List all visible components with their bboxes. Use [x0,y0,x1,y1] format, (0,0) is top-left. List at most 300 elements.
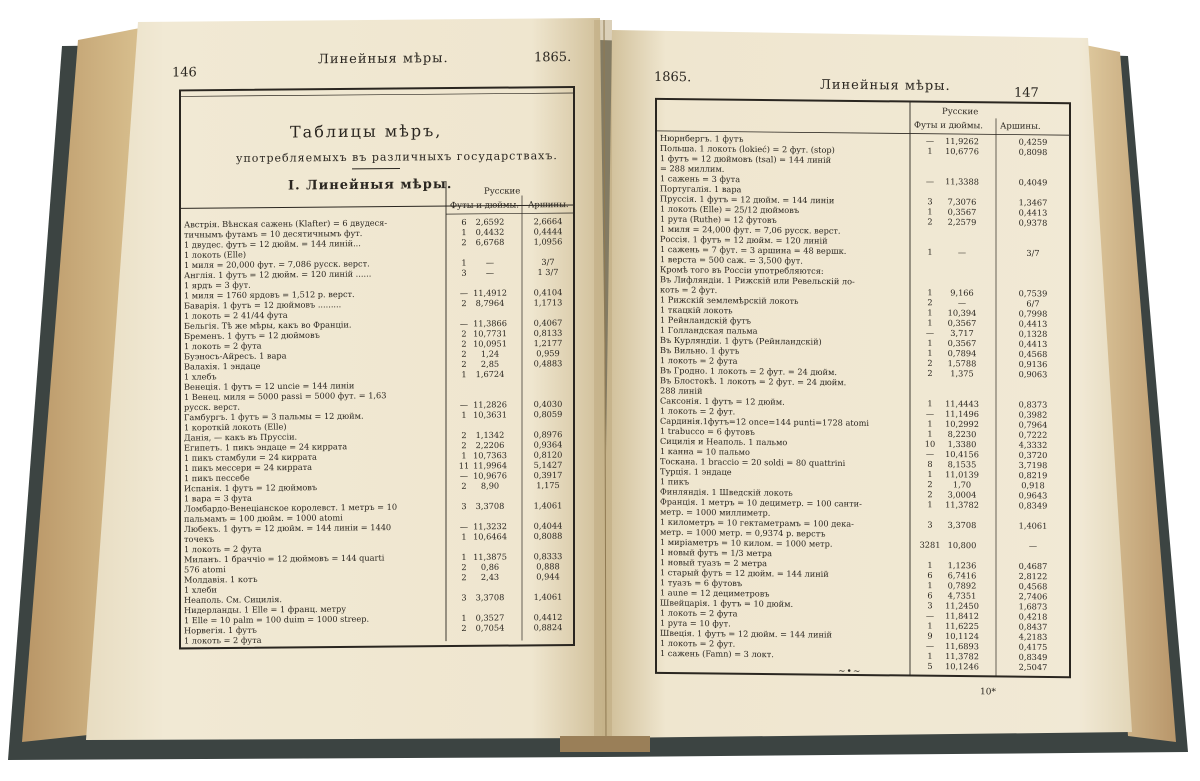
right-row-49-a: 9 [927,630,933,641]
left-row-20-text: 1 короткій локоть (Elle) [184,421,287,433]
left-row-12-text: 1 локоть = 2 фута [184,340,262,352]
left-row-19-a: 1 [461,409,467,420]
right-row-6-text: Пруссія. 1 футъ = 12 дюйм. = 144 линіи [660,193,835,206]
right-row-20-f: 0,3567 [947,337,977,349]
left-row-36-text: 1 хлеби [184,584,217,595]
right-row-31-r: 0,3720 [1018,449,1048,461]
right-row-47-text: 1 локоть = 2 фута [660,607,738,619]
left-row-9-text: 1 локоть = 2 41/44 фута [184,309,288,321]
right-row-31-text: 1 канна = 10 пальмо [660,446,750,457]
left-row-7-text: 1 миля = 1760 ярдовъ = 1,512 р. верст. [184,288,355,301]
right-row-32-f: 8,1535 [947,459,977,470]
left-row-30-text: Любекъ. 1 футъ = 12 дюйм. = 144 линіи = 1440 [184,522,392,534]
left-row-35-a: 2 [461,572,467,583]
right-row-44-text: 1 туазъ = 6 футовъ [660,577,743,589]
left-row-40-text: Норвегія. 1 футъ [184,624,257,636]
right-row-16-r: 6/7 [1026,298,1040,309]
right-row-40-a: 3281 [919,539,941,550]
left-row-6-text: 1 ярдъ = 3 фут. [184,279,251,291]
left-row-5-r: 1 3/7 [537,266,559,278]
right-row-11-text: 1 сажень = 7 фут. = 3 аршина = 48 вершк. [660,244,847,256]
left-col-a-header: Футы и дюймы. [450,200,519,212]
left-row-22-a: 2 [461,440,467,451]
left-running-head: Линейныя мѣры. [318,51,449,68]
left-row-39-f: 0,3527 [475,612,505,623]
right-row-1-f: 10,6776 [945,145,979,157]
left-row-14-r: 0,4883 [533,358,563,369]
left-row-8-f: 8,7964 [475,297,505,309]
left-row-39-r: 0,4412 [533,611,563,623]
right-row-32-a: 8 [927,458,933,469]
right-row-10-text: Россія. 1 футъ = 12 дюйм. = 120 линій [660,233,828,246]
left-row-0-r: 2,6664 [533,216,563,227]
right-row-51-f: 11,3782 [945,650,979,662]
left-row-40-r: 0,8824 [533,622,563,633]
spine-bottom [560,736,650,752]
right-row-46-f: 11,2450 [945,600,979,611]
section-heading: I. Линейныя мѣры. [288,177,453,194]
right-row-7-r: 0,4413 [1018,207,1048,218]
left-col-b-header: Аршины. [528,200,569,211]
right-row-8-f: 2,2579 [947,216,977,228]
left-row-7-r: 0,4104 [533,287,563,298]
left-year: 1865. [534,50,572,66]
right-row-32-text: Тоскана. 1 braccio = 20 soldi = 80 quattrini [660,456,846,469]
right-row-43-a: 6 [927,570,933,581]
left-row-7-f: 11,4912 [473,287,507,298]
right-row-27-a: — [925,408,935,419]
right-row-6-a: 3 [927,196,933,207]
right-row-29-f: 8,2230 [947,428,977,440]
right-row-46-a: 3 [927,600,933,611]
right-row-44-f: 0,7892 [947,580,977,591]
right-row-49-r: 4,2183 [1018,631,1048,642]
left-row-33-a: 1 [461,551,467,562]
left-row-15-f: 1,6724 [475,368,505,380]
left-row-23-f: 10,7363 [473,450,507,461]
right-row-26-f: 11,4443 [945,398,979,409]
right-row-35-f: 3,0004 [947,489,977,500]
right-row-11-r: 3/7 [1026,247,1040,258]
left-row-24-f: 11,9964 [473,460,507,471]
left-row-23-a: 1 [461,450,467,461]
right-row-21-f: 0,7894 [947,348,977,359]
left-row-19-r: 0,8059 [533,408,563,420]
left-row-30-f: 11,3232 [473,521,507,532]
left-row-4-f: — [485,257,495,268]
right-row-36-f: 11,3782 [945,499,979,510]
left-row-10-f: 11,3866 [473,318,507,329]
left-table-subtitle: употребляемыхъ въ различныхъ государствахъ. [236,149,558,165]
left-row-5-f: — [485,267,495,278]
left-row-5-text: Англія. 1 футъ = 12 дюйм. = 120 линій ...... [184,268,372,281]
right-row-24-text: Въ Блостокѣ. 1 локоть = 2 фут. = 24 дюйм. [660,375,847,388]
right-row-4-r: 0,4049 [1018,177,1048,188]
left-row-33-text: Миланъ. 1 браччіо = 12 дюймовъ = 144 quarti [184,552,385,565]
right-row-17-a: 1 [927,307,933,318]
end-ornament: ~•~ [838,666,862,678]
left-row-30-a: — [459,521,469,532]
right-row-34-r: 0,918 [1021,480,1045,491]
right-row-45-f: 4,7351 [947,590,977,601]
left-row-26-f: 8,90 [480,480,500,491]
right-row-42-a: 1 [927,559,933,570]
right-row-36-r: 0,8349 [1018,500,1048,511]
right-row-35-r: 0,9643 [1018,490,1048,501]
left-row-17-text: 1 Венец. миля = 5000 passi = 5000 фут. = 1,63 [184,390,387,402]
right-row-29-text: 1 trabucco = 6 футовъ [660,425,755,437]
right-row-3-text: = 288 миллим. [660,163,725,174]
left-row-32-text: 1 локоть = 2 фута [184,543,262,555]
right-row-43-r: 2,8122 [1018,570,1048,582]
right-row-18-a: 1 [927,317,933,328]
right-row-5-text: Португалія. 1 вара [660,183,742,195]
right-row-48-r: 0,8437 [1018,621,1048,632]
left-row-26-text: Испанія. 1 футъ = 12 дюймовъ [184,482,318,494]
right-row-30-r: 4,3332 [1018,439,1048,450]
left-row-11-text: Бременъ. 1 футъ = 12 дюймовъ [184,329,320,342]
left-row-26-r: 1,175 [536,480,560,491]
right-row-36-text: Франція. 1 метръ = 10 дециметр. = 100 санти- [660,496,862,509]
right-row-52-a: 5 [927,660,933,671]
right-row-0-a: — [925,135,935,146]
left-row-1-a: 1 [461,227,467,238]
right-row-47-a: — [925,610,935,621]
left-row-18-text: русск. верст. [184,401,240,413]
right-row-44-r: 0,4568 [1018,581,1048,592]
left-row-34-a: 2 [461,562,467,573]
right-row-22-text: 1 локоть = 2 фута [660,355,738,366]
right-row-20-a: 1 [927,337,933,348]
right-row-4-text: 1 сажень = 3 фута [660,173,741,185]
right-row-1-text: Польша. 1 локоть (lokieć) = 2 фут. (stop) [660,143,835,155]
left-row-10-text: Бельгія. Тѣ же мѣры, какъ во Франціи. [184,319,352,331]
right-row-12-text: 1 верста = 500 саж. = 3,500 фут. [660,254,803,266]
left-row-25-a: — [459,470,469,481]
left-row-31-a: 1 [461,531,467,542]
right-row-35-text: Финляндія. 1 Шведскій локоть [660,486,793,498]
right-row-43-text: 1 старый футъ = 12 дюйм. = 144 линій [660,567,829,579]
left-row-2-text: 1 двудес. футъ = 12 дюйм. = 144 линій... [184,238,361,250]
right-row-1-r: 0,8098 [1018,146,1048,158]
right-row-34-text: 1 пикъ [660,476,690,487]
left-row-33-f: 11,3875 [473,551,507,562]
right-row-50-a: — [925,640,935,651]
right-row-47-f: 11,8412 [945,610,979,621]
left-row-22-f: 2,2206 [475,439,505,451]
left-row-39-text: 1 Elle = 10 palm = 100 duim = 1000 streep. [184,613,370,626]
right-row-18-r: 0,4413 [1018,318,1048,329]
right-row-22-f: 1,5788 [947,358,977,369]
right-row-19-f: 3,717 [950,327,974,339]
left-table-title: Таблицы мѣръ, [290,121,443,142]
right-row-33-r: 0,8219 [1018,469,1048,481]
left-row-40-a: 2 [461,622,467,633]
right-row-29-r: 0,7222 [1018,429,1048,440]
left-row-28-text: Ломбардо-Венеціанское королевст. 1 метръ = 10 [184,501,398,514]
right-row-35-a: 2 [927,489,933,500]
right-row-1-a: 1 [927,145,933,156]
left-row-14-f: 2,85 [480,358,500,369]
right-row-33-a: 1 [927,469,933,480]
left-row-37-text: Неаполь. См. Сицилія. [184,594,282,605]
left-row-34-text: 576 atomi [184,564,226,575]
right-row-33-text: Турція. 1 эндаце [660,466,732,477]
right-row-11-a: 1 [927,246,933,257]
left-row-28-f: 3,3708 [475,500,505,512]
right-row-7-a: 1 [927,206,933,217]
left-row-37-a: 3 [461,592,467,603]
right-row-26-text: Саксонія. 1 футъ = 12 дюйм. [660,395,785,407]
right-row-16-a: 2 [927,297,933,308]
left-row-24-a: 11 [458,460,470,471]
right-row-17-f: 10,394 [947,307,977,318]
left-row-0-f: 2,6592 [475,216,505,227]
right-row-38-text: 1 километръ = 10 гектаметрамъ = 100 дека- [660,516,854,529]
right-row-0-f: 11,9262 [945,135,979,147]
right-row-9-text: 1 миля = 24,000 фут. = 7,06 русск. верст. [660,223,841,236]
left-row-15-a: 1 [461,369,467,380]
right-row-23-a: 2 [927,368,933,379]
right-row-16-f: — [957,297,967,308]
right-row-33-f: 11,0139 [945,469,979,480]
right-row-28-r: 0,7964 [1018,419,1048,430]
right-row-38-r: 1,4061 [1018,520,1048,531]
right-row-15-f: 9,166 [950,287,974,298]
right-row-31-a: — [925,448,935,459]
left-row-21-r: 0,8976 [533,429,563,440]
right-row-43-f: 6,7416 [947,570,977,581]
left-row-16-text: Венеція. 1 футъ = 12 uncie = 144 линіи [184,380,355,392]
right-row-38-f: 3,3708 [947,519,977,531]
left-row-34-r: 0,888 [536,561,560,572]
left-row-31-f: 10,6464 [473,531,507,542]
left-row-12-f: 10,0951 [473,338,507,349]
left-row-35-r: 0,944 [536,571,560,582]
left-row-38-text: Нидерланды. 1 Elle = 1 франц. метру [184,603,347,616]
right-row-37-text: метр. = 1000 миллиметр. [660,506,771,518]
left-row-0-text: Австрія. Вѣнская сажень (Klafter) = 6 двудеся- [184,217,388,230]
right-row-32-r: 3,7198 [1018,459,1048,471]
right-row-34-f: 1,70 [952,479,972,490]
right-row-20-text: Въ Курляндіи. 1 футъ (Рейнландскій) [660,334,822,347]
left-row-39-a: 1 [461,612,467,623]
left-row-28-a: 3 [461,501,467,512]
right-row-28-text: Сардинія.1футъ=12 once=144 punti=1728 atomi [660,415,869,428]
right-row-15-text: коть = 2 фут. [660,284,718,296]
left-row-40-f: 0,7054 [475,622,505,633]
left-row-34-f: 0,86 [480,561,500,572]
left-row-24-text: 1 пикъ мессери = 24 киррата [184,461,313,473]
right-row-51-a: 1 [927,650,933,661]
right-page-number: 147 [1014,85,1039,101]
left-row-23-r: 0,8120 [533,449,563,460]
left-row-31-r: 0,8088 [533,530,563,541]
left-row-5-a: 3 [461,267,467,278]
right-row-49-text: Швеція. 1 футъ = 12 дюйм. = 144 линій [660,627,832,640]
right-row-17-text: 1 ткацкій локоть [660,304,733,316]
right-col-a-header: Футы и дюймы. [914,120,983,132]
right-row-46-text: Швейцарія. 1 футъ = 10 дюйм. [660,597,794,609]
right-row-52-f: 10,1246 [945,661,979,672]
right-row-0-r: 0,4259 [1018,136,1048,147]
right-running-head: Линейныя мѣры. [820,77,951,94]
signature-mark: 10* [980,687,996,698]
right-row-52-r: 2,5047 [1018,661,1048,673]
left-row-8-r: 1,1713 [533,297,563,308]
left-row-2-a: 2 [461,237,467,248]
right-row-27-f: 11,1496 [945,408,979,419]
right-row-42-r: 0,4687 [1018,560,1048,572]
right-row-50-text: 1 локоть = 2 фут. [660,637,736,649]
left-row-41-text: 1 локоть = 2 фута [184,634,262,646]
left-row-21-a: 2 [461,430,467,441]
right-row-15-a: 1 [927,287,933,298]
right-row-13-text: Кромѣ того въ Россіи употребляются: [660,264,824,276]
left-row-26-a: 2 [461,480,467,491]
right-col-group-header: Русские [942,106,979,118]
left-row-22-text: Египетъ. 1 пикъ эндаце = 24 киррата [184,441,348,453]
right-row-51-r: 0,8349 [1018,651,1048,663]
left-row-35-f: 2,43 [480,571,500,583]
left-row-22-r: 0,9364 [533,439,563,450]
right-row-26-a: 1 [927,398,933,409]
right-row-22-r: 0,9136 [1018,358,1048,370]
left-row-1-f: 0,4432 [475,226,505,237]
right-row-19-r: 0,1328 [1018,328,1048,339]
right-row-22-a: 2 [927,357,933,368]
right-row-50-f: 11,6893 [945,640,979,652]
right-row-11-f: — [957,247,967,258]
left-row-28-r: 1,4061 [533,500,563,511]
right-row-36-a: 1 [927,499,933,510]
left-row-2-f: 6,6768 [475,236,505,248]
right-row-7-text: 1 локоть (Elle) = 25/12 дюймовъ [660,203,800,216]
right-row-0-text: Нюрнбергъ. 1 футъ [660,132,744,144]
right-row-38-a: 3 [927,519,933,530]
right-row-48-a: 1 [927,620,933,631]
right-row-28-f: 10,2992 [945,418,979,430]
right-row-20-r: 0,4413 [1018,338,1048,349]
right-row-30-a: 10 [924,438,936,449]
right-row-6-r: 1,3467 [1018,197,1048,208]
right-row-48-f: 11,6225 [945,620,979,632]
right-row-8-text: 1 рута (Ruthe) = 12 футовъ [660,213,777,225]
right-row-26-r: 0,8373 [1018,399,1048,410]
right-row-4-f: 11,3388 [945,176,979,187]
right-row-29-a: 1 [927,428,933,439]
left-row-31-text: точекъ [184,533,215,545]
left-row-11-r: 0,8133 [533,327,563,338]
right-row-27-text: 1 локоть = 2 фут. [660,405,736,417]
left-row-14-text: Валахія. 1 эндаце [184,360,261,372]
left-row-7-a: — [459,287,469,299]
right-row-27-r: 0,3982 [1018,409,1048,420]
left-row-21-text: Данія, — какъ въ Пруссіи. [184,431,298,443]
right-row-16-text: 1 Рижскій землемѣрскій локоть [660,294,799,306]
left-row-2-r: 1,0956 [533,236,563,247]
left-row-11-a: 2 [461,328,467,339]
right-year: 1865. [654,69,692,86]
left-row-12-a: 2 [461,338,467,349]
right-row-50-r: 0,4175 [1018,641,1048,652]
right-row-46-r: 1,6873 [1018,601,1048,612]
left-col-group-header: Русские [483,186,521,197]
right-row-17-r: 0,7998 [1018,308,1048,319]
right-row-15-r: 0,7539 [1018,288,1048,299]
right-row-8-a: 2 [927,216,933,227]
right-row-45-text: 1 aune = 12 дециметровъ [660,587,770,599]
right-row-8-r: 0,9378 [1018,217,1048,228]
right-row-14-text: Въ Лифляндіи. 1 Рижскій или Ревельскій ло- [660,274,855,287]
left-row-29-text: пальмамъ = 100 дюйм. = 1000 atomi [184,512,343,524]
left-row-11-f: 10,7731 [473,328,507,339]
right-row-45-a: 6 [927,590,933,601]
left-page-number: 146 [172,65,197,81]
left-row-25-text: 1 пикъ пессебе [184,472,250,484]
right-row-19-text: 1 Голландская пальма [660,324,758,336]
right-row-34-a: 2 [927,479,933,490]
right-row-30-f: 1,3380 [947,438,977,450]
right-row-21-a: 1 [927,347,933,358]
left-row-37-r: 1,4061 [533,591,563,602]
right-row-44-a: 1 [927,580,933,591]
right-row-18-text: 1 Рейнландскій футъ [660,314,752,326]
right-row-23-text: Въ Гродно. 1 локоть = 2 фут. = 24 дюйм. [660,365,837,378]
left-row-19-text: Гамбургъ. 1 футъ = 3 пальмы = 12 дюйм. [184,410,364,423]
left-row-21-f: 1,1342 [475,429,505,440]
left-row-15-text: 1 хлебъ [184,371,217,382]
right-row-18-f: 0,3567 [947,317,977,329]
right-row-23-f: 1,375 [950,368,974,379]
left-row-8-a: 2 [461,298,467,309]
left-row-25-f: 10,9676 [473,470,507,481]
right-row-23-r: 0,9063 [1018,368,1048,380]
left-row-19-f: 10,3631 [473,409,507,420]
left-row-18-r: 0,4030 [533,398,563,410]
gutter-shadow [594,20,612,740]
right-row-42-text: 1 новый туазъ = 2 метра [660,557,768,569]
right-row-6-f: 7,3076 [947,196,977,207]
right-row-51-text: 1 сажень (Famn) = 3 локт. [660,648,774,660]
right-row-21-text: Въ Вильно. 1 футъ [660,345,740,356]
right-row-39-text: метр. = 1000 метр. = 0,9374 р. верстъ [660,526,826,539]
right-row-45-r: 2,7406 [1018,591,1048,602]
left-row-4-text: 1 миля = 20,000 фут. = 7,086 русск. верст. [184,258,370,270]
left-row-24-r: 5,1427 [533,459,563,470]
left-row-4-r: 3/7 [541,256,555,267]
left-row-30-r: 0,4044 [533,520,563,531]
left-row-37-f: 3,3708 [475,592,505,603]
right-row-19-a: — [925,327,935,338]
left-row-12-r: 1,2177 [533,337,563,349]
left-row-1-r: 0,4444 [533,226,563,237]
right-row-2-text: 1 футъ = 12 дюймовъ (tsal) = 144 линій [660,153,832,165]
right-row-28-a: 1 [927,418,933,429]
right-row-48-text: 1 рута = 10 фут. [660,617,731,629]
left-row-18-f: 11,2826 [473,399,507,410]
left-row-23-text: 1 пикъ стамбули = 24 киррата [184,451,317,463]
right-row-40-text: 1 миріаметръ = 10 килом. = 1000 метр. [660,536,833,549]
left-row-3-text: 1 локоть (Elle) [184,249,247,260]
left-row-18-a: — [459,399,469,410]
left-row-10-r: 0,4067 [533,317,563,328]
right-row-41-text: 1 новый футъ = 1/3 метра [660,547,773,559]
left-row-13-r: 0,959 [536,348,560,359]
right-row-31-f: 10,4156 [945,448,979,460]
left-row-10-a: — [459,318,469,329]
right-row-7-f: 0,3567 [947,206,977,217]
